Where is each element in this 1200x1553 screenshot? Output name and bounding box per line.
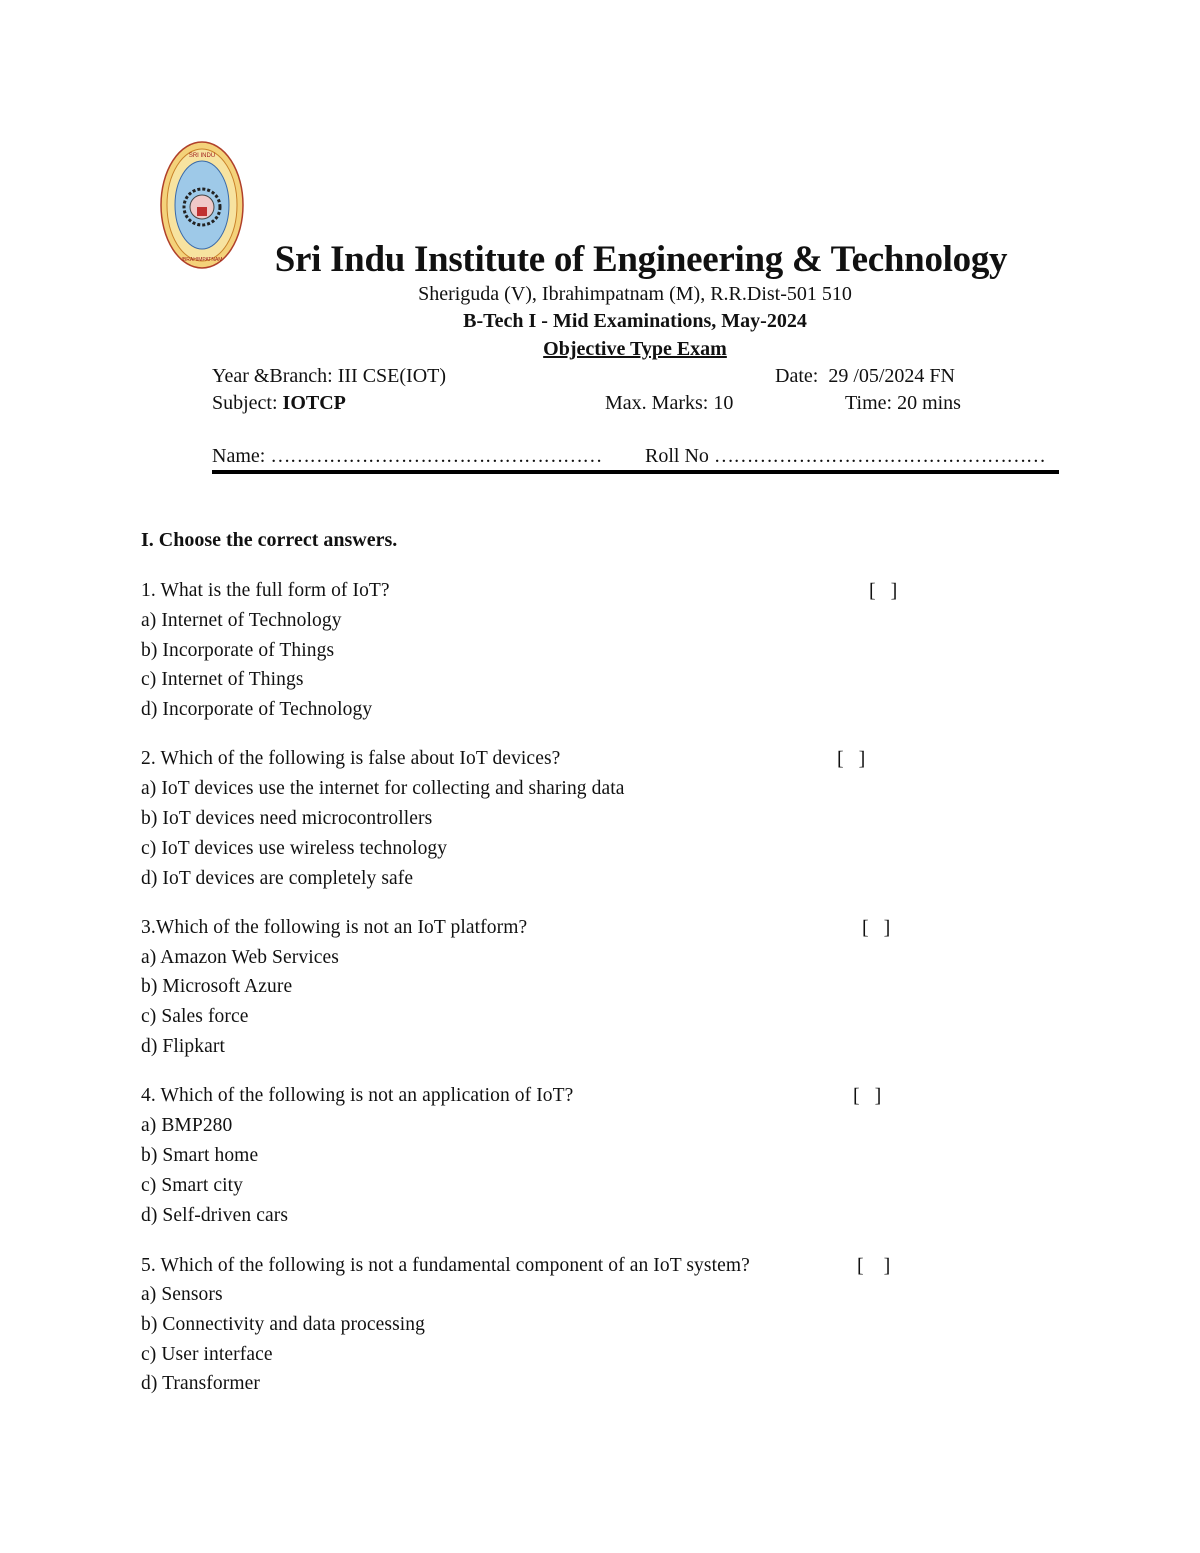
option-c: c) User interface	[141, 1344, 273, 1365]
name-field[interactable]	[212, 445, 602, 468]
year-branch-label: Year &Branch:	[212, 365, 338, 387]
svg-text:SRI INDU: SRI INDU	[188, 153, 216, 159]
option-b: b) Connectivity and data processing	[141, 1314, 426, 1335]
max-marks-label: Max. Marks:	[605, 392, 714, 414]
institute-name: Sri Indu Institute of Engineering & Technology	[274, 239, 1008, 280]
date-value: 29 /05/2024 FN	[828, 365, 955, 387]
name-label: Name:	[212, 445, 271, 467]
svg-text:IBRAHIMPATNAM: IBRAHIMPATNAM	[181, 257, 223, 263]
option-d: d) Self-driven cars	[141, 1205, 289, 1226]
subject-value: IOTCP	[282, 392, 346, 414]
max-marks	[605, 392, 733, 415]
option-a: a) BMP280	[141, 1115, 233, 1136]
header-divider	[212, 470, 1059, 474]
roll-no-field[interactable]	[645, 445, 1045, 468]
option-c: c) Smart city	[141, 1175, 244, 1196]
max-marks-value: 10	[713, 392, 734, 414]
option-c: c) IoT devices use wireless technology	[141, 838, 448, 859]
option-c: c) Internet of Things	[141, 669, 304, 690]
exam-time	[845, 392, 961, 415]
time-value: 20 mins	[897, 392, 961, 414]
subject	[212, 392, 346, 415]
option-b: b) Incorporate of Things	[141, 640, 335, 661]
time-label: Time:	[845, 392, 898, 414]
option-d: d) Transformer	[141, 1373, 260, 1394]
answer-box[interactable]: [ ]	[837, 748, 866, 770]
institute-address: Sheriguda (V), Ibrahimpatnam (M), R.R.Dist-501 510	[418, 283, 852, 305]
exam-date	[775, 365, 955, 388]
question-text: 1. What is the full form of IoT?	[141, 580, 390, 601]
option-d: d) Incorporate of Technology	[141, 699, 373, 720]
option-a: a) Sensors	[141, 1284, 223, 1305]
answer-box[interactable]: [ ]	[857, 1255, 891, 1277]
question-text: 3.Which of the following is not an IoT platform?	[141, 917, 528, 938]
option-d: d) Flipkart	[141, 1036, 225, 1057]
section-title: I. Choose the correct answers.	[141, 529, 398, 551]
date-label: Date:	[775, 365, 829, 387]
option-b: b) IoT devices need microcontrollers	[141, 808, 433, 829]
answer-box[interactable]: [ ]	[862, 917, 891, 939]
option-d: d) IoT devices are completely safe	[141, 868, 414, 889]
option-a: a) IoT devices use the internet for collecting and sharing data	[141, 778, 625, 799]
year-branch	[212, 365, 446, 388]
answer-box[interactable]: [ ]	[869, 580, 898, 602]
option-b: b) Smart home	[141, 1145, 259, 1166]
option-c: c) Sales force	[141, 1006, 249, 1027]
question-text: 5. Which of the following is not a fundamental component of an IoT system?	[141, 1255, 750, 1276]
exam-name: B-Tech I - Mid Examinations, May-2024	[463, 310, 807, 332]
roll-no-label: Roll No	[645, 445, 714, 467]
option-a: a) Internet of Technology	[141, 610, 342, 631]
roll-no-blank[interactable]: ……………………………………………	[713, 445, 1046, 467]
answer-box[interactable]: [ ]	[853, 1085, 882, 1107]
question-text: 2. Which of the following is false about IoT devices?	[141, 748, 561, 769]
option-a: a) Amazon Web Services	[141, 947, 339, 968]
exam-type: Objective Type Exam	[543, 338, 727, 360]
year-branch-value: III CSE(IOT)	[337, 365, 447, 387]
name-blank[interactable]: ……………………………………………	[270, 445, 602, 467]
option-b: b) Microsoft Azure	[141, 976, 293, 997]
question-text: 4. Which of the following is not an application of IoT?	[141, 1085, 574, 1106]
subject-label: Subject:	[212, 392, 283, 414]
